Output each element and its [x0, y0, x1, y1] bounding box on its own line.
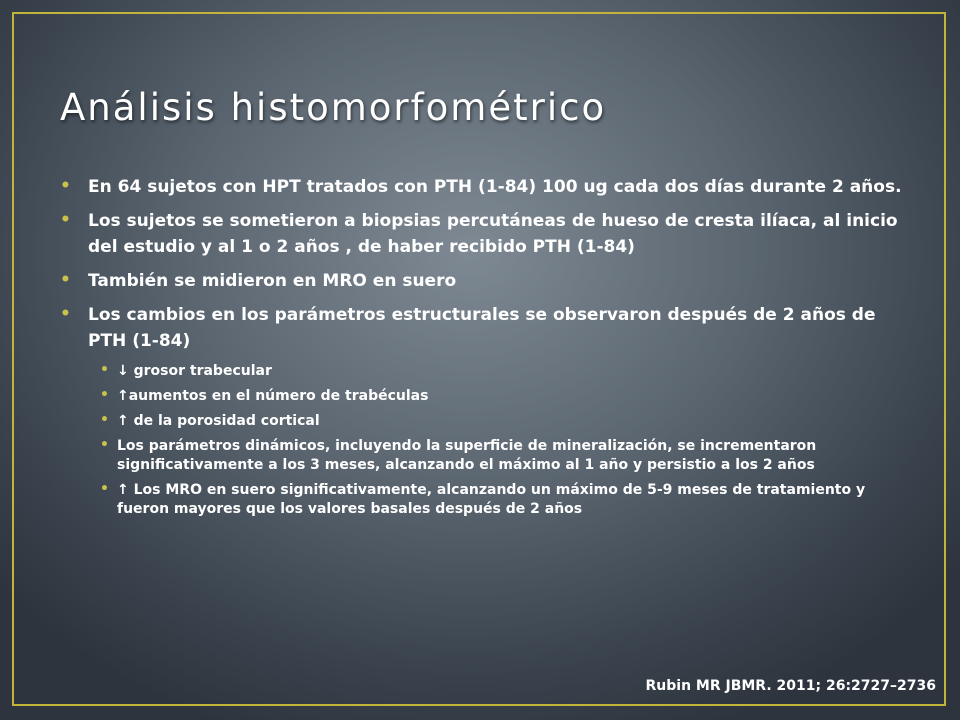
sub-bullet-list [60, 362, 902, 519]
sub-bullet-item: • ↓ grosor trabecular [60, 362, 902, 381]
bullet-item: • Los cambios en los parámetros estructurales se observaron después de 2 años de PTH (1-84) [60, 302, 902, 354]
sub-bullet-group [60, 362, 902, 519]
bullet-item: • En 64 sujetos con HPT tratados con PTH (1-84) 100 ug cada dos días durante 2 años. [60, 174, 902, 200]
bullet-item: • También se midieron en MRO en suero [60, 268, 902, 294]
sub-bullet-item: • ↑aumentos en el número de trabéculas [60, 387, 902, 406]
sub-bullet-item: • ↑ Los MRO en suero significativamente, alcanzando un máximo de 5-9 meses de tratamiento y fueron mayores que los valores basales después de 2 años [60, 481, 902, 519]
slide-title: Análisis histomorfométrico [60, 86, 607, 129]
bullet-list [60, 174, 902, 525]
sub-bullet-item: • ↑ de la porosidad cortical [60, 412, 902, 431]
sub-bullet-item: • Los parámetros dinámicos, incluyendo la superficie de mineralización, se incrementaron significativamente a los 3 meses, alcanzando el máximo al 1 año y persistio a los 2 años [60, 437, 902, 475]
bullet-item: • Los sujetos se sometieron a biopsias percutáneas de hueso de cresta ilíaca, al inicio del estudio y al 1 o 2 años , de haber recibido PTH (1-84) [60, 208, 902, 260]
citation: Rubin MR JBMR. 2011; 26:2727–2736 [645, 678, 936, 694]
